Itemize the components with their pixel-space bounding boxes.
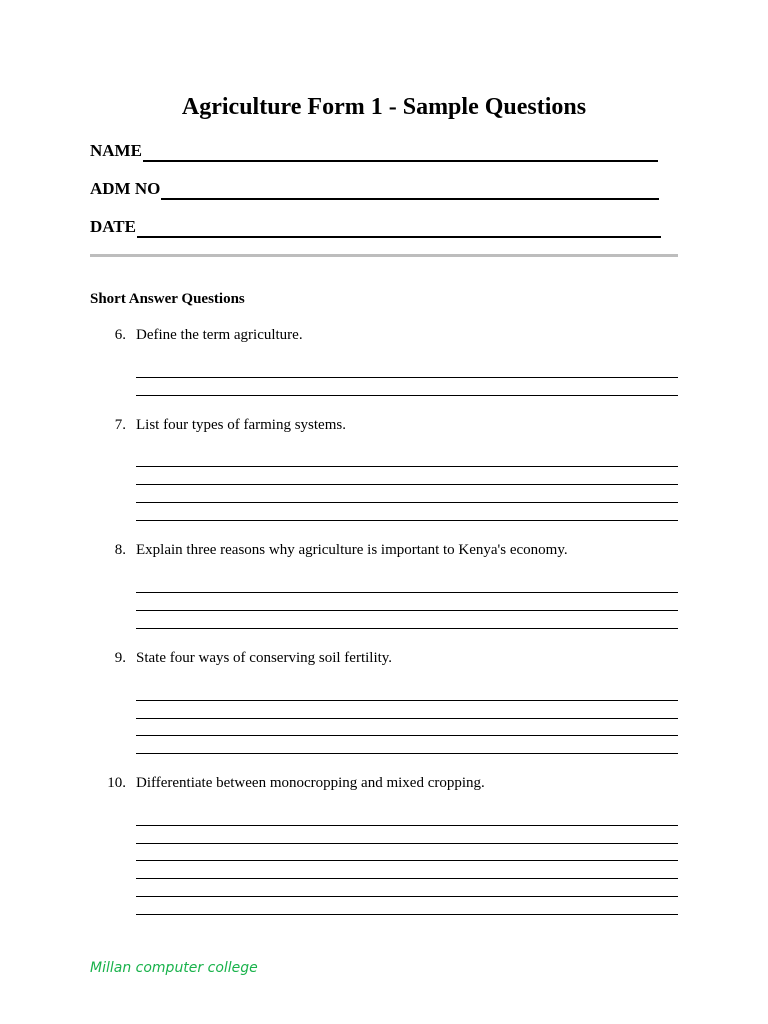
- adm-no-field: [90, 178, 659, 200]
- name-field: [90, 140, 658, 162]
- date-field: [90, 216, 661, 238]
- question-text: Explain three reasons why agriculture is important to Kenya's economy.: [136, 542, 568, 558]
- answer-line: [136, 377, 678, 378]
- answer-line: [136, 843, 678, 844]
- question-text: State four ways of conserving soil fertility.: [136, 650, 393, 666]
- adm-no-field-label: ADM NO: [90, 179, 161, 198]
- answer-line: [136, 914, 678, 915]
- section-heading: Short Answer Questions: [90, 291, 245, 307]
- question-text: Define the term agriculture.: [136, 327, 303, 343]
- question-number: 6.: [114, 327, 126, 343]
- question-number: 10.: [107, 775, 126, 791]
- answer-line: [136, 718, 678, 719]
- answer-line: [136, 592, 678, 593]
- answer-line: [136, 735, 678, 736]
- question-number: 8.: [114, 542, 126, 558]
- answer-line: [136, 878, 678, 879]
- adm-no-blank-line: [161, 182, 659, 200]
- answer-line: [136, 466, 678, 467]
- answer-line: [136, 484, 678, 485]
- footer-college-name: Millan computer college: [90, 960, 258, 976]
- question-number: 7.: [114, 417, 126, 433]
- answer-line: [136, 753, 678, 754]
- date-blank-line: [137, 220, 661, 238]
- answer-line: [136, 395, 678, 396]
- answer-line: [136, 700, 678, 701]
- page-title: Agriculture Form 1 - Sample Questions: [181, 94, 587, 120]
- answer-line: [136, 825, 678, 826]
- header-divider: [90, 254, 678, 257]
- question-text: List four types of farming systems.: [136, 417, 346, 433]
- answer-line: [136, 520, 678, 521]
- answer-line: [136, 860, 678, 861]
- answer-line: [136, 502, 678, 503]
- name-field-label: NAME: [90, 141, 142, 160]
- answer-line: [136, 628, 678, 629]
- date-field-label: DATE: [90, 217, 136, 236]
- question-text: Differentiate between monocropping and mixed cropping.: [136, 775, 485, 791]
- question-number: 9.: [114, 650, 126, 666]
- name-blank-line: [143, 144, 658, 162]
- answer-line: [136, 896, 678, 897]
- answer-line: [136, 610, 678, 611]
